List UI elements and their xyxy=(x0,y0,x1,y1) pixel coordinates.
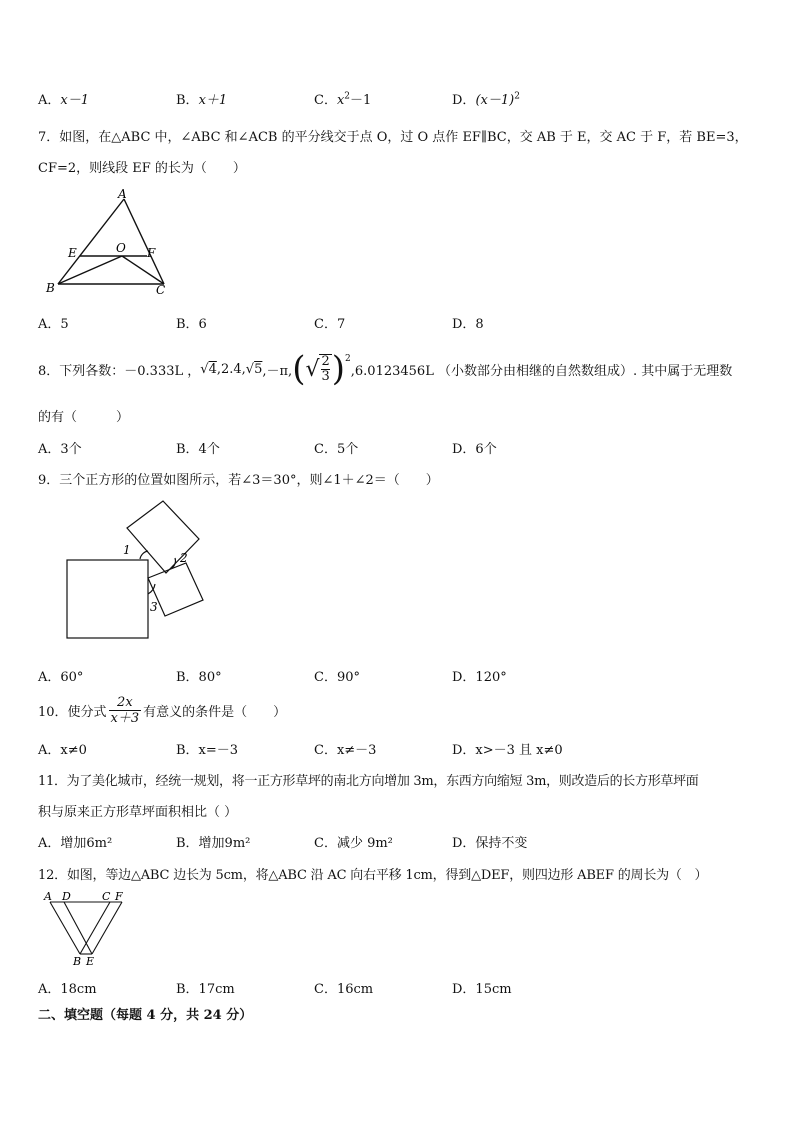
q9-top-square xyxy=(127,501,199,573)
q9-figure xyxy=(60,496,220,646)
q7-label-o: O xyxy=(116,241,126,255)
q10-prefix: 10．使分式 xyxy=(38,704,107,720)
q10-option-d: D．x>－3 且 x≠0 xyxy=(452,743,563,758)
q9-option-d: D．120° xyxy=(452,670,507,685)
q10-option-a: A．x≠0 xyxy=(38,743,87,758)
q12-label-b: B xyxy=(73,955,82,968)
q8-option-c: C．5个 xyxy=(314,442,359,457)
q10-fraction xyxy=(109,695,142,726)
q7-text-line2: CF=2，则线段 EF 的长为（ ） xyxy=(38,161,246,176)
sqrt-4: √4 xyxy=(200,361,217,377)
q10-fraction-denominator: x＋3 xyxy=(110,710,140,726)
q7-label-e: E xyxy=(68,246,77,260)
q12-option-d: D．15cm xyxy=(452,982,512,997)
q6-option-b: B．x＋1 xyxy=(176,93,228,108)
sqrt-5: √5 xyxy=(245,361,263,377)
q6-option-a: A．x－1 xyxy=(38,93,89,108)
q7-line-ab xyxy=(58,199,124,284)
q9-option-c: C．90° xyxy=(314,670,360,685)
q8-option-d: D．6个 xyxy=(452,442,497,457)
q8-suffix: ,6.0123456L （小数部分由相继的自然数组成）. 其中属于无理数 xyxy=(350,363,733,379)
q8-minus-pi: ,－π, xyxy=(262,363,293,379)
q12-figure xyxy=(40,890,140,970)
q11-option-c: C．减少 9m² xyxy=(314,836,393,851)
q7-option-b: B．6 xyxy=(176,317,207,332)
q11-text-line2: 积与原来正方形草坪面积相比（ ） xyxy=(38,805,238,820)
q12-line-ef xyxy=(92,902,122,954)
q6-option-d: D．$(x-1)^2$ xyxy=(452,91,520,108)
q10-option-b: B．x=－3 xyxy=(176,743,239,758)
q12-label-f: F xyxy=(115,890,123,903)
q10-text xyxy=(38,690,286,730)
q8-sqrt-fraction-power: ( √ 2 3 ) 2 xyxy=(292,349,351,389)
q10-suffix: 有意义的条件是（ ） xyxy=(143,704,287,720)
q7-label-a: A xyxy=(118,187,127,201)
q11-option-a: A．增加6m² xyxy=(38,836,113,851)
q7-option-c: C．7 xyxy=(314,317,346,332)
q8-option-a: A．3个 xyxy=(38,442,82,457)
q12-line-de xyxy=(64,902,92,954)
q9-option-b: B．80° xyxy=(176,670,222,685)
q10-fraction-numerator: 2x xyxy=(109,695,142,711)
q9-label-2: 2 xyxy=(180,551,188,565)
q9-label-3: 3 xyxy=(150,600,158,614)
q8-prefix: 8．下列各数：－0.333L ， xyxy=(38,363,201,379)
q12-label-d: D xyxy=(62,890,71,903)
q12-option-a: A．18cm xyxy=(38,982,97,997)
q7-label-f: F xyxy=(147,246,156,260)
q6-option-c: C．$x^2-1$ xyxy=(314,91,372,108)
q10-option-c: C．x≠－3 xyxy=(314,743,377,758)
q12-line-ab xyxy=(50,902,80,954)
q12-text-line1: 12．如图，等边△ABC 边长为 5cm，将△ABC 沿 AC 向右平移 1cm，得到△DEF，则四边形 ABEF 的周长为（ ） xyxy=(38,868,708,883)
q12-label-a: A xyxy=(44,890,52,903)
q7-label-b: B xyxy=(46,281,55,295)
q7-option-d: D．8 xyxy=(452,317,484,332)
q12-label-c: C xyxy=(102,890,111,903)
q9-label-1: 1 xyxy=(123,543,131,557)
q8-option-b: B．4个 xyxy=(176,442,220,457)
q7-line-bo xyxy=(58,256,122,284)
q9-option-a: A．60° xyxy=(38,670,84,685)
q9-text-line1: 9．三个正方形的位置如图所示，若∠3＝30°，则∠1＋∠2＝（ ） xyxy=(38,473,439,488)
q8-middle: ,2.4, xyxy=(216,361,246,377)
q12-label-e: E xyxy=(86,955,95,968)
q12-option-b: B．17cm xyxy=(176,982,235,997)
q12-line-bc xyxy=(80,902,110,954)
q8-text-line2: 的有（ ） xyxy=(38,410,130,425)
q12-option-c: C．16cm xyxy=(314,982,374,997)
section-2-heading: 二、填空题（每题 4 分，共 24 分） xyxy=(38,1008,253,1023)
q11-option-b: B．增加9m² xyxy=(176,836,251,851)
q7-text-line1: 7．如图，在△ABC 中，∠ABC 和∠ACB 的平分线交于点 O，过 O 点作 EF∥BC，交 AB 于 E，交 AC 于 F，若 BE=3， xyxy=(38,130,748,145)
q11-text-line1: 11．为了美化城市，经统一规划，将一正方形草坪的南北方向增加 3m，东西方向缩短 3m，则改造后的长方形草坪面 xyxy=(38,774,699,789)
q7-figure xyxy=(38,184,188,299)
q11-option-d: D．保持不变 xyxy=(452,836,528,851)
q9-large-square xyxy=(67,560,148,638)
q7-option-a: A．5 xyxy=(38,317,69,332)
q8-text-line1 xyxy=(38,344,732,394)
q7-label-c: C xyxy=(156,283,166,297)
q9-angle-arc-1 xyxy=(140,551,148,559)
